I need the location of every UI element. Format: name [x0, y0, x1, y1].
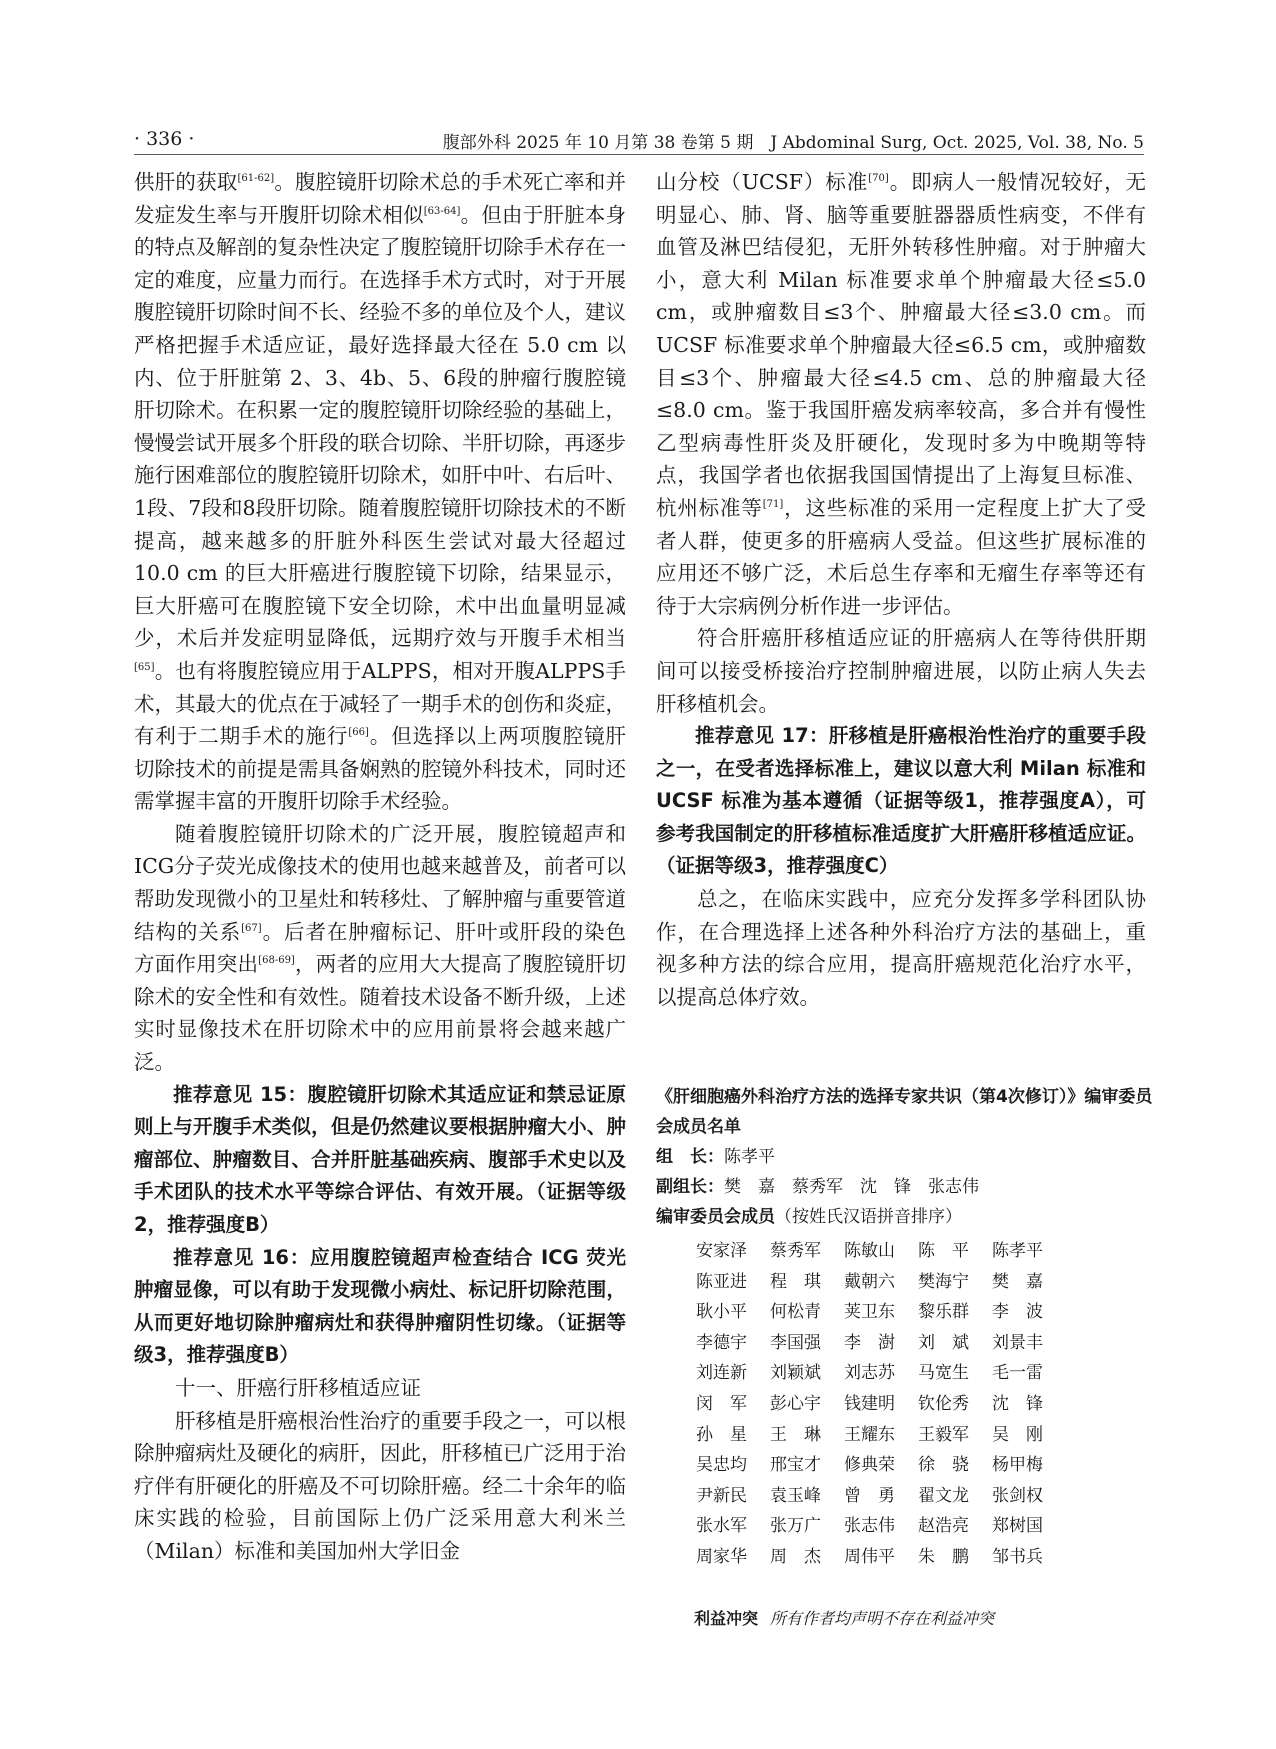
- committee-member: 何松青: [770, 1302, 821, 1323]
- committee-leader: 组 长：陈孝平: [656, 1147, 775, 1167]
- committee-member: 钦伦秀: [918, 1393, 969, 1414]
- committee-member: 李国强: [770, 1332, 821, 1353]
- committee-member: 曾 勇: [844, 1485, 895, 1506]
- conflict-text: 所有作者均声明不存在利益冲突: [770, 1609, 995, 1628]
- committee-list: [656, 1082, 1156, 1573]
- recommendation-17: 推荐意见 17：肝移植是肝癌根治性治疗的重要手段之一，在受者选择标准上，建议以意大利 Milan 标准和 UCSF 标准为基本遵循（证据等级1，推荐强度A），可参考我国制定的肝移植标准适度扩大肝癌肝移植适应证。（证据等级3，推荐强度C）: [656, 724, 1146, 878]
- paragraph: 随着腹腔镜肝切除术的广泛开展，腹腔镜超声和ICG分子荧光成像技术的使用也越来越普及，前者可以帮助发现微小的卫星灶和转移灶、了解肿瘤与重要管道结构的关系[67]。后者在肿瘤标记、肝叶或肝段的染色方面作用突出[68-69]，两者的应用大大提高了腹腔镜肝切除术的安全性和有效性。随着技术设备不断升级，上述实时显像技术在肝切除术中的应用前景将会越来越广泛。: [134, 821, 627, 1075]
- page-number: · 336 ·: [134, 128, 195, 150]
- committee-member: 周 杰: [770, 1546, 821, 1567]
- recommendation-15: 推荐意见 15：腹腔镜肝切除术其适应证和禁忌证原则上与开腹手术类似，但是仍然建议要根据肿瘤大小、肿瘤部位、肿瘤数目、合并肝脏基础疾病、腹部手术史以及手术团队的技术水平等综合评估、有效开展。（证据等级2，推荐强度B）: [134, 1082, 626, 1236]
- conflict-of-interest: [694, 1606, 994, 1629]
- committee-member: 黎乐群: [918, 1302, 969, 1323]
- committee-member: 樊海宁: [918, 1271, 969, 1292]
- committee-member: 徐 骁: [918, 1455, 969, 1476]
- committee-member: 吴忠均: [696, 1455, 747, 1476]
- committee-member: 彭心宇: [770, 1393, 821, 1414]
- committee-member: 杨甲梅: [992, 1455, 1043, 1476]
- committee-member: 荚卫东: [844, 1302, 895, 1323]
- right-column: [656, 166, 1146, 1013]
- committee-member: 陈敏山: [844, 1241, 895, 1261]
- paragraph: 肝移植是肝癌根治性治疗的重要手段之一，可以根除肿瘤病灶及硬化的病肝，因此，肝移植已广泛用于治疗伴有肝硬化的肝癌及不可切除肝癌。经二十余年的临床实践的检验，目前国际上仍广泛采用意大利米兰（Milan）标准和美国加州大学旧金: [134, 1408, 626, 1563]
- paragraph: 供肝的获取[61-62]。腹腔镜肝切除术总的手术死亡率和并发症发生率与开腹肝切除术相似[63-64]。但由于肝脏本身的特点及解剖的复杂性决定了腹腔镜肝切除手术存在一定的难度，应量力而行。在选择手术方式时，对于开展腹腔镜肝切除时间不长、经验不多的单位及个人，建议严格把握手术适应证，最好选择最大径在 5.0 cm 以内、位于肝脏第 2、3、4b、5、6段的肿瘤行腹腔镜肝切除术。在积累一定的腹腔镜肝切除经验的基础上，慢慢尝试开展多个肝段的联合切除、半肝切除，再逐步施行困难部位的腹腔镜肝切除术，如肝中叶、右后叶、1段、7段和8段肝切除。随着腹腔镜肝切除技术的不断提高，越来越多的肝脏外科医生尝试对最大径超过 10.0 cm 的巨大肝癌进行腹腔镜下切除，结果显示，巨大肝癌可在腹腔镜下安全切除，术中出血量明显减少，术后并发症明显降低，远期疗效与开腹手术相当[65]。也有将腹腔镜应用于ALPPS，相对开腹ALPPS手术，其最大的优点在于减轻了一期手术的创伤和炎症，有利于二期手术的施行[66]。但选择以上两项腹腔镜肝切除技术的前提是需具备娴熟的腔镜外科技术，同时还需掌握丰富的开腹肝切除手术经验。: [134, 170, 627, 814]
- committee-member: 张剑权: [992, 1485, 1043, 1506]
- committee-member: 程 琪: [770, 1271, 821, 1292]
- committee-member: 翟文龙: [918, 1485, 969, 1506]
- committee-member: 张志伟: [844, 1516, 895, 1537]
- committee-member: 李 波: [992, 1302, 1043, 1323]
- committee-member: 马宽生: [918, 1363, 969, 1384]
- committee-member: 刘 斌: [918, 1332, 969, 1353]
- committee-member: 陈 平: [918, 1241, 969, 1261]
- committee-member: 刘颖斌: [770, 1363, 821, 1384]
- committee-member: 沈 锋: [992, 1393, 1043, 1414]
- paragraph: 山分校（UCSF）标准[70]。即病人一般情况较好，无明显心、肺、肾、脑等重要脏器器质性病变，不伴有血管及淋巴结侵犯，无肝外转移性肿瘤。对于肿瘤大小，意大利 Milan 标准要求单个肿瘤最大径≤5.0 cm，或肿瘤数目≤3个、肿瘤最大径≤3.0 cm。而 UCSF 标准要求单个肿瘤最大径≤6.5 cm，或肿瘤数目≤3个、肿瘤最大径≤4.5 cm、总的肿瘤最大径≤8.0 cm。鉴于我国肝癌发病率较高，多合并有慢性乙型病毒性肝炎及肝硬化，发现时多为中晚期等特点，我国学者也依据我国国情提出了上海复旦标准、杭州标准等[71]，这些标准的采用一定程度上扩大了受者人群，使更多的肝癌病人受益。但这些扩展标准的应用还不够广泛，术后总生存率和无瘤生存率等还有待于大宗病例分析作进一步评估。: [656, 170, 1147, 618]
- recommendation-16: 推荐意见 16：应用腹腔镜超声检查结合 ICG 荧光肿瘤显像，可以有助于发现微小病灶、标记肝切除范围，从而更好地切除肿瘤病灶和获得肿瘤阴性切缘。（证据等级3，推荐强度B）: [134, 1245, 626, 1367]
- committee-member: 陈孝平: [992, 1241, 1043, 1261]
- committee-member: 张万广: [770, 1516, 821, 1537]
- paragraph: 总之，在临床实践中，应充分发挥多学科团队协作，在合理选择上述各种外科治疗方法的基础上，重视多种方法的综合应用，提高肝癌规范化治疗水平，以提高总体疗效。: [656, 887, 1146, 1009]
- header-rule: [134, 154, 1144, 155]
- page-header: [134, 128, 1144, 158]
- committee-member: 郑树国: [992, 1516, 1043, 1537]
- committee-member: 陈亚进: [696, 1271, 747, 1292]
- committee-member: 戴朝六: [844, 1271, 895, 1292]
- committee-member: 毛一雷: [992, 1363, 1043, 1384]
- committee-member: 王耀东: [844, 1424, 895, 1445]
- committee-member: 樊 嘉: [992, 1271, 1043, 1292]
- journal-citation: 腹部外科 2025 年 10 月第 38 卷第 5 期 J Abdominal Surg, Oct. 2025, Vol. 38, No. 5: [442, 133, 1144, 153]
- paragraph: 符合肝癌肝移植适应证的肝癌病人在等待供肝期间可以接受桥接治疗控制肿瘤进展，以防止病人失去肝移植机会。: [656, 626, 1146, 716]
- committee-member: 朱 鹏: [918, 1546, 969, 1567]
- committee-member: 李 澍: [844, 1332, 895, 1353]
- committee-member: 尹新民: [696, 1485, 747, 1506]
- committee-member: 邢宝才: [770, 1455, 821, 1476]
- committee-member: 李德宇: [696, 1332, 747, 1353]
- committee-member: 王 琳: [770, 1424, 821, 1445]
- committee-member: 安家泽: [696, 1241, 747, 1261]
- committee-member: 闵 军: [696, 1393, 747, 1414]
- committee-members: [696, 1236, 1156, 1573]
- conflict-label: 利益冲突: [694, 1609, 759, 1628]
- committee-deputies: 副组长：樊 嘉 蔡秀军 沈 锋 张志伟: [656, 1177, 979, 1197]
- committee-member: 周伟平: [844, 1546, 895, 1567]
- committee-member: 王毅军: [918, 1424, 969, 1445]
- committee-member: 孙 星: [696, 1424, 747, 1445]
- committee-member: 蔡秀军: [770, 1241, 821, 1261]
- committee-title: 《肝细胞癌外科治疗方法的选择专家共识（第4次修订）》编审委员会成员名单: [656, 1087, 1153, 1137]
- committee-member: 钱建明: [844, 1393, 895, 1414]
- committee-member: 修典荣: [844, 1455, 895, 1476]
- committee-member: 刘连新: [696, 1363, 747, 1384]
- committee-member: 刘景丰: [992, 1332, 1043, 1353]
- section-heading: 十一、肝癌行肝移植适应证: [175, 1375, 421, 1400]
- committee-member: 周家华: [696, 1546, 747, 1567]
- committee-member: 耿小平: [696, 1302, 747, 1323]
- committee-member: 吴 刚: [992, 1424, 1043, 1445]
- committee-member: 刘志苏: [844, 1363, 895, 1384]
- committee-member: 邹书兵: [992, 1546, 1043, 1567]
- committee-member: 张水军: [696, 1516, 747, 1537]
- left-column: [134, 166, 626, 1568]
- committee-member: 赵浩亮: [918, 1516, 969, 1537]
- committee-members-heading: 编审委员会成员（按姓氏汉语拼音排序）: [656, 1207, 962, 1227]
- committee-member: 袁玉峰: [770, 1485, 821, 1506]
